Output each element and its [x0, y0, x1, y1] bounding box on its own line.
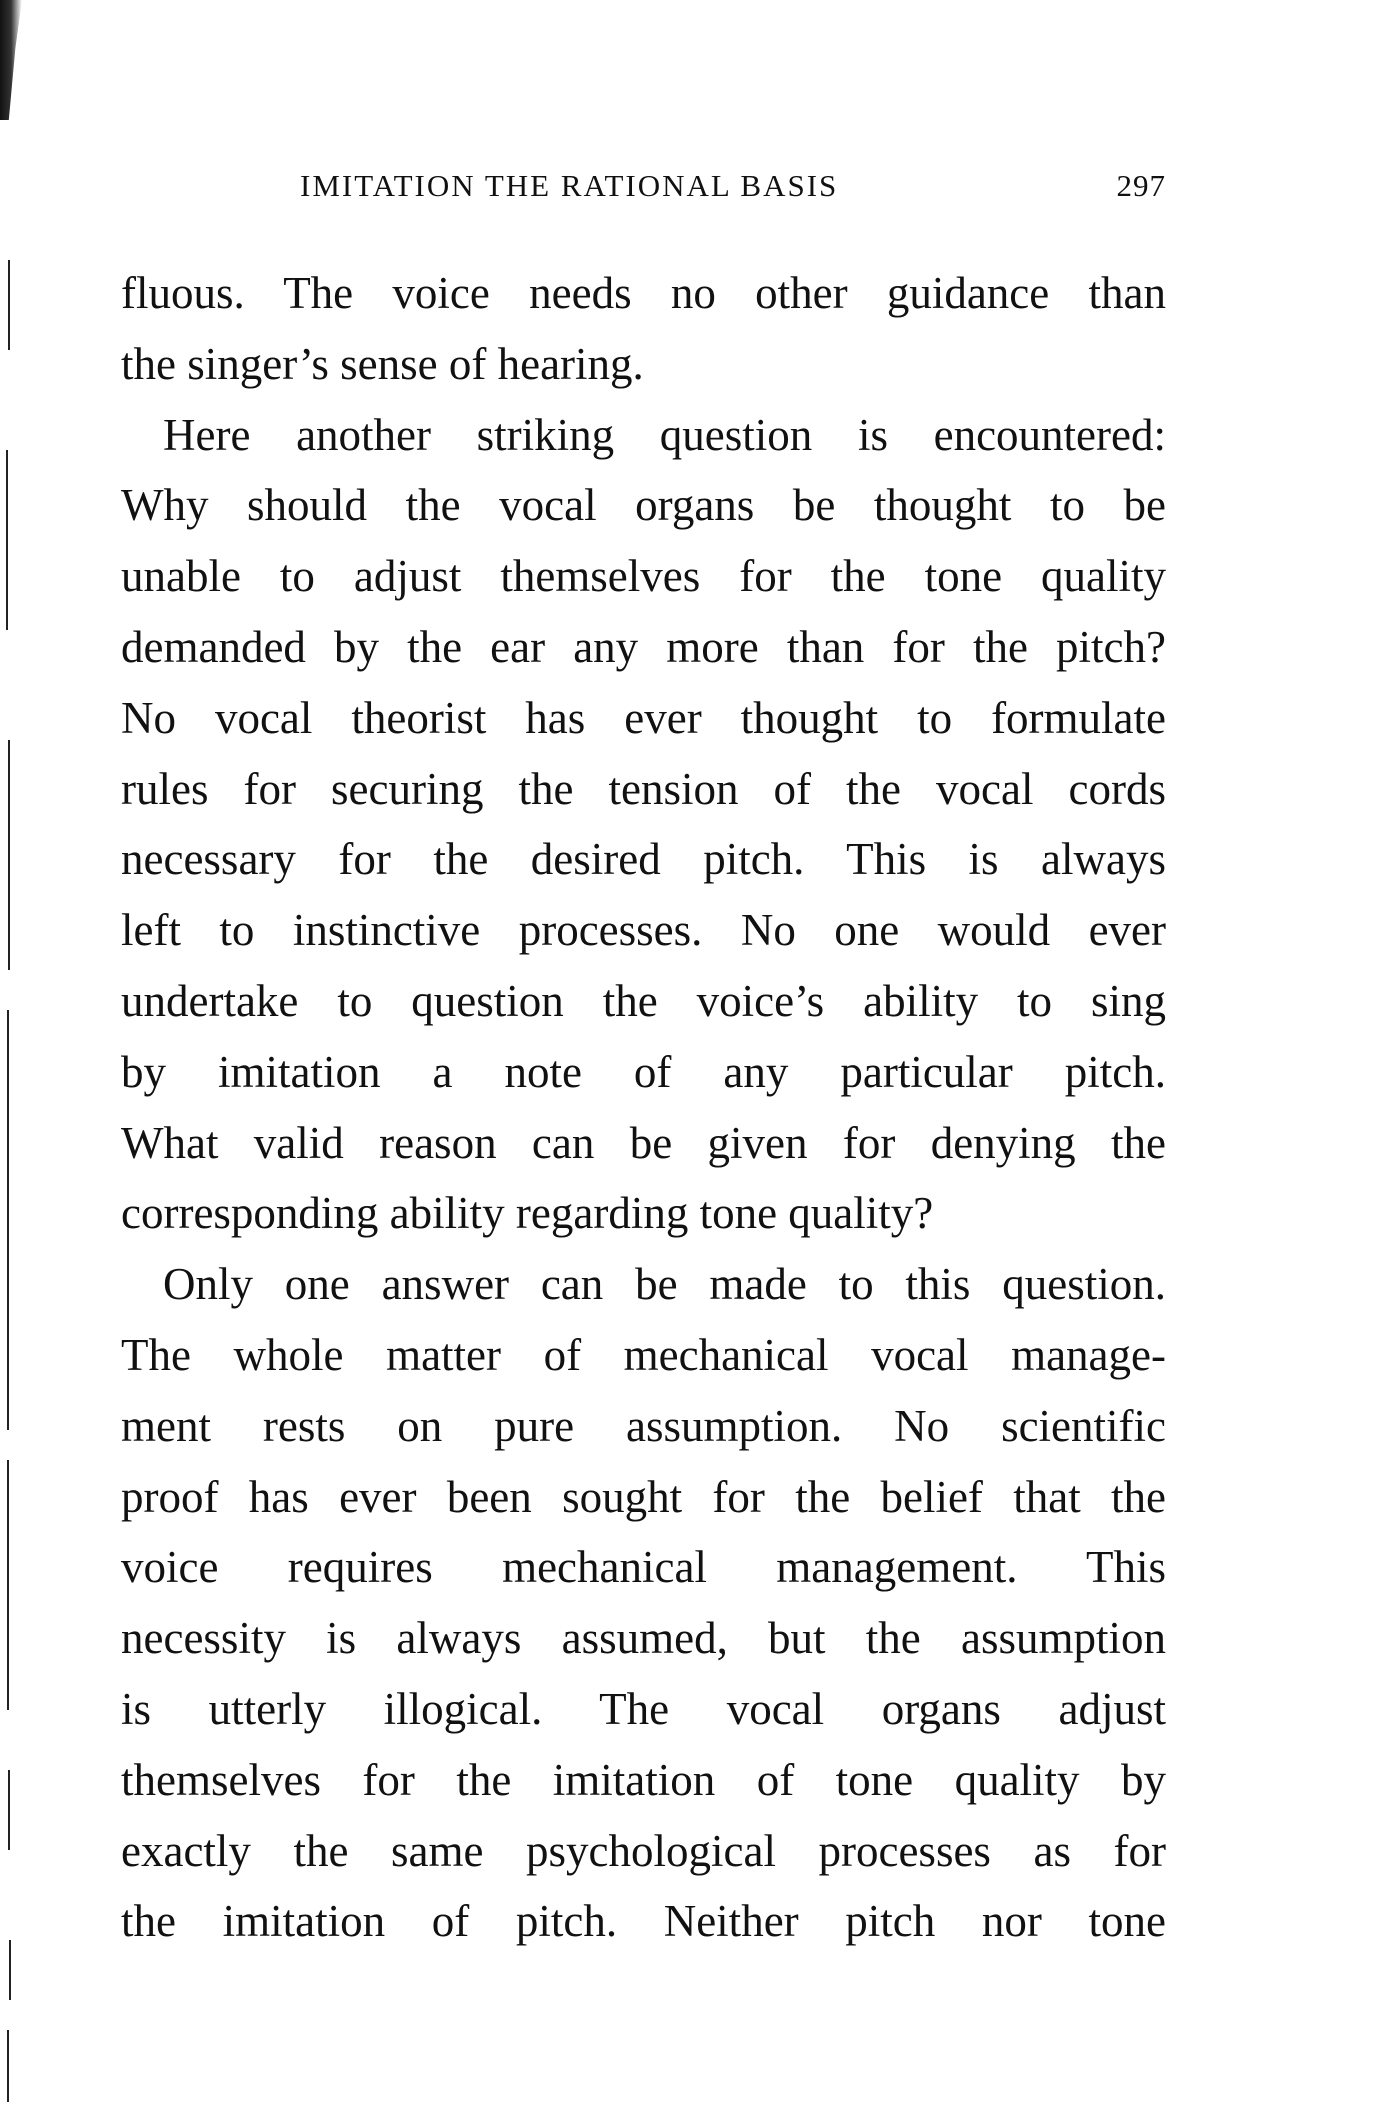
text-line: No vocal theorist has ever thought to formulate — [121, 692, 1166, 743]
text-line: necessary for the desired pitch. This is always — [121, 834, 1166, 885]
text-line: Only one answer can be made to this question. — [163, 1259, 1166, 1310]
text-line: Why should the vocal organs be thought to be — [121, 480, 1166, 531]
text-line: ment rests on pure assumption. No scientific — [121, 1400, 1166, 1451]
text-line: proof has ever been sought for the belief that the — [121, 1471, 1166, 1522]
text-line: the singer’s sense of hearing. — [121, 338, 644, 389]
margin-scan-line — [7, 1010, 9, 1430]
margin-scan-line — [9, 1940, 11, 2000]
margin-scan-line — [7, 2030, 9, 2102]
running-header — [300, 168, 1166, 218]
text-line: is utterly illogical. The vocal organs adjust — [121, 1683, 1166, 1734]
text-line: Here another striking question is encountered: — [163, 409, 1166, 460]
text-line: voice requires mechanical management. This — [121, 1542, 1166, 1593]
text-line: The whole matter of mechanical vocal manage- — [121, 1329, 1166, 1380]
margin-scan-line — [7, 1460, 9, 1710]
scan-artifact — [0, 0, 22, 120]
margin-scan-line — [6, 450, 8, 630]
text-line: themselves for the imitation of tone quality by — [121, 1754, 1166, 1805]
text-line: necessity is always assumed, but the assumption — [121, 1613, 1166, 1664]
page-number: 297 — [1116, 168, 1166, 203]
text-line: corresponding ability regarding tone quality? — [121, 1188, 934, 1239]
text-line: by imitation a note of any particular pitch. — [121, 1046, 1166, 1097]
text-line: unable to adjust themselves for the tone quality — [121, 551, 1166, 602]
text-line: rules for securing the tension of the vocal cords — [121, 763, 1166, 814]
margin-scan-line — [8, 1770, 10, 1850]
text-line: undertake to question the voice’s ability to sing — [121, 975, 1166, 1026]
text-line: the imitation of pitch. Neither pitch nor tone — [121, 1896, 1166, 1947]
running-title: IMITATION THE RATIONAL BASIS — [300, 168, 839, 203]
margin-scan-line — [8, 740, 10, 970]
text-line: left to instinctive processes. No one would ever — [121, 905, 1166, 956]
margin-scan-line — [8, 260, 10, 350]
body-text — [121, 258, 1166, 1957]
text-line: exactly the same psychological processes as for — [121, 1825, 1166, 1876]
text-line: demanded by the ear any more than for the pitch? — [121, 621, 1166, 672]
text-line: What valid reason can be given for denying the — [121, 1117, 1166, 1168]
text-line: fluous. The voice needs no other guidance than — [121, 268, 1166, 318]
